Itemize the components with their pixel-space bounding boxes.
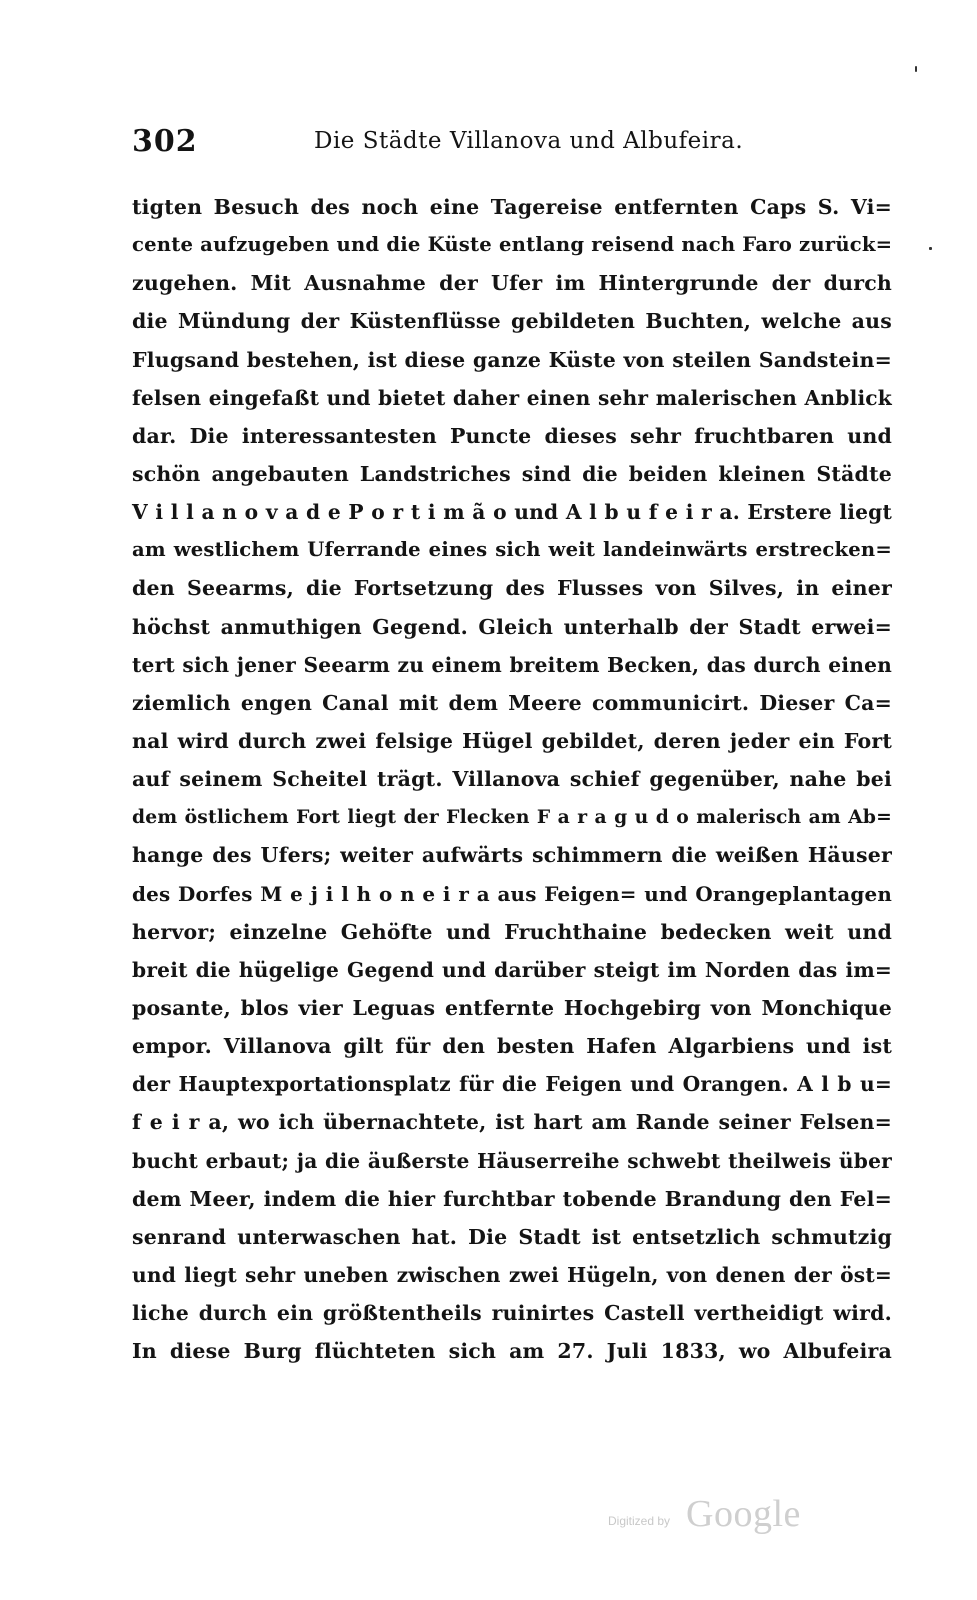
text-line: f e i r a, wo ich übernachtete, ist hart am Rande seiner Felsen= <box>132 1110 892 1135</box>
text-line: höchst anmuthigen Gegend. Gleich unterhalb der Stadt erwei= <box>132 614 892 639</box>
page-header <box>132 124 892 164</box>
scan-speck <box>915 66 917 72</box>
digitized-by-google-watermark <box>608 1488 908 1538</box>
text-line: tigten Besuch des noch eine Tagereise entfernten Caps S. Vi= <box>132 195 892 219</box>
text-line: dem östlichem Fort liegt der Flecken F a r a g u d o malerisch am Ab= <box>132 806 892 829</box>
text-line: und liegt sehr uneben zwischen zwei Hügeln, von denen der öst= <box>132 1262 892 1287</box>
text-line: empor. Villanova gilt für den besten Hafen Algarbiens und ist <box>132 1034 892 1059</box>
text-line: den Seearms, die Fortsetzung des Flusses von Silves, in einer <box>132 576 892 601</box>
page-number: 302 <box>132 124 198 159</box>
text-line: cente aufzugeben und die Küste entlang reisend nach Faro zurück= <box>132 233 893 257</box>
text-line: schön angebauten Landstriches sind die beiden kleinen Städte <box>132 461 892 486</box>
text-line: senrand unterwaschen hat. Die Stadt ist entsetzlich schmutzig <box>132 1224 892 1249</box>
text-line: tert sich jener Seearm zu einem breitem Becken, das durch einen <box>132 652 892 677</box>
text-line: felsen eingefaßt und bietet daher einen sehr malerischen Anblick <box>132 385 892 410</box>
watermark-prefix: Digitized by <box>608 1514 671 1528</box>
text-line: liche durch ein größtentheils ruinirtes Castell vertheidigt wird. <box>132 1301 892 1326</box>
text-line: auf seinem Scheitel trägt. Villanova schief gegenüber, nahe bei <box>132 767 892 792</box>
text-line: breit die hügelige Gegend und darüber steigt im Norden das im= <box>132 957 892 982</box>
text-line: der Hauptexportationsplatz für die Feigen und Orangen. A l b u= <box>132 1072 892 1097</box>
text-line: dem Meer, indem die hier furchtbar tobende Brandung den Fel= <box>132 1186 892 1211</box>
text-line: V i l l a n o v a d e P o r t i m ã o und A l b u f e i r a. Erstere liegt <box>132 500 892 525</box>
text-line: In diese Burg flüchteten sich am 27. Juli 1833, wo Albufeira <box>132 1339 892 1364</box>
text-line: ziemlich engen Canal mit dem Meere communicirt. Dieser Ca= <box>132 690 892 715</box>
text-line: nal wird durch zwei felsige Hügel gebildet, deren jeder ein Fort <box>132 728 892 753</box>
scan-speck <box>929 247 932 250</box>
body-text <box>132 188 892 1370</box>
google-logo: Google <box>686 1493 801 1535</box>
text-line: dar. Die interessantesten Puncte dieses sehr fruchtbaren und <box>132 423 892 448</box>
running-title: Die Städte Villanova und Albufeira. <box>314 128 744 154</box>
text-line: posante, blos vier Leguas entfernte Hochgebirg von Monchique <box>132 995 892 1020</box>
text-line: Flugsand bestehen, ist diese ganze Küste von steilen Sandstein= <box>132 347 892 372</box>
text-line: hange des Ufers; weiter aufwärts schimmern die weißen Häuser <box>132 843 892 868</box>
text-line: hervor; einzelne Gehöfte und Fruchthaine bedecken weit und <box>132 919 892 944</box>
text-line: des Dorfes M e j i l h o n e i r a aus Feigen= und Orangeplantagen <box>132 881 892 906</box>
text-line: am westlichem Uferrande eines sich weit landeinwärts erstrecken= <box>132 538 892 562</box>
text-line: die Mündung der Küstenflüsse gebildeten Buchten, welche aus <box>132 309 892 334</box>
text-line: zugehen. Mit Ausnahme der Ufer im Hintergrunde der durch <box>132 271 892 296</box>
text-line: bucht erbaut; ja die äußerste Häuserreihe schwebt theilweis über <box>132 1148 892 1173</box>
